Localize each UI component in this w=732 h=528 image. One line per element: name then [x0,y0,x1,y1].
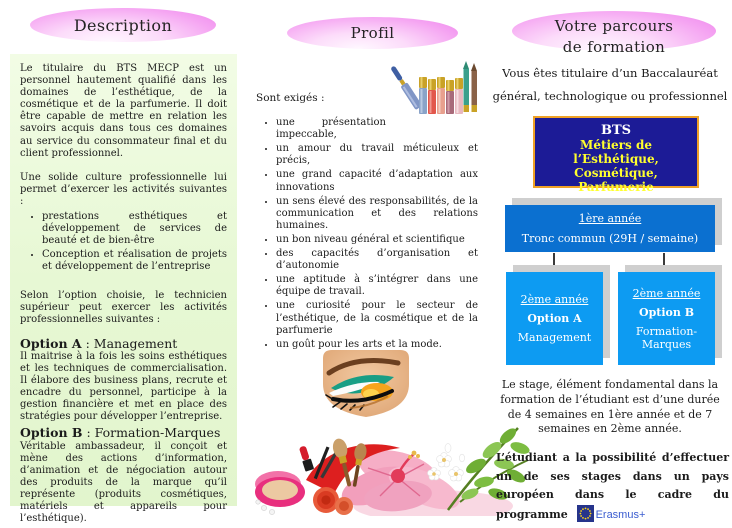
option-b-text: Véritable ambassadeur, il conçoit et mène des actions d’information, d’animation et de négociation autour des produits de la marque qu’il représente (produits cosmétiques, matériels et appareils pour l’esthétique). [20,440,227,525]
erasmus-logo-label: Erasmus+ [595,508,646,521]
year2b-title: 2ème année [632,286,701,300]
option-b-heading [20,427,227,439]
description-header-label: Description [73,15,173,35]
bts-line3: Cosmétique, Parfumerie [574,166,658,194]
profil-intro: Sont exigés : [256,92,325,104]
erasmus-text: L’étudiant a la possibilité d’effectuer un de ses stages dans un pays européen dans le cadre du programme [496,451,729,521]
list-item: • un goût pour les arts et la mode. [276,339,478,351]
flow-arrow-left [553,253,555,266]
list-item: • des capacités d’organisation et d’autonomie [276,248,478,272]
parcours-header [512,11,716,56]
year2a-title: 2ème année [520,293,589,306]
description-header [30,8,216,42]
option-a-title: : Management [81,335,178,351]
year2b-option: Option B [639,305,694,319]
panel-description [0,0,244,525]
list-item: • prestations esthétiques et développement de services de beauté et de bien-être [42,211,227,247]
flow-box-option-b [618,272,715,365]
bts-line2: Métiers de l’Esthétique, [573,138,659,166]
list-item: • un bon niveau général et scientifique [276,234,478,246]
erasmus-paragraph [496,449,729,524]
list-item: • un amour du travail méticuleux et précis, [276,143,478,167]
list-item: • une aptitude à s’intégrer dans une équipe de travail. [276,274,478,298]
option-a-label: Option A [20,335,82,351]
panel-parcours [488,0,732,521]
profil-content [256,58,478,353]
year2b-name: Formation-Marques [635,324,698,351]
option-b-label: Option B [20,425,83,441]
description-text-box [10,54,237,525]
activities-list [20,211,227,273]
flow-box-year1 [505,205,715,252]
year1-title: 1ère année [578,212,642,225]
option-a-text: Il maitrise à la fois les soins esthétiques et les techniques de commercialisation. Il élabore des business plans, recrute et encadre du personnel, participe à la gestion financière et met en place des stratégies pour développer l’entreprise. [20,350,227,423]
year2a-option: Option A [527,312,582,325]
profil-header-label: Profil [350,24,395,42]
bts-title-box [533,116,699,194]
list-item: • Conception et réalisation de projets et développement de l’entreprise [42,249,227,273]
year2a-name: Management [517,331,592,344]
panel-profil [244,0,488,516]
parcours-header-line1: Votre parcours [554,17,674,35]
profil-header [287,17,458,49]
option-a-heading [20,335,227,351]
parcours-header-line2: de formation [562,38,666,56]
flow-arrow-right [663,253,665,266]
option-b-title: : Formation-Marques [82,425,221,441]
eu-flag-icon [577,505,594,522]
description-paragraph-1: Le titulaire du BTS MECP est un personnel hautement qualifié dans les domaines de l’esthétique, de la cosmétique et de la parfumerie. Il doit être capable de mettre en relation les savoirs acquis dans tous ces domaines au service du consommateur final et du client professionnel. [20,63,227,159]
bac-intro-line2: général, technologique ou professionnel [492,89,728,103]
list-item: • une grand capacité d’adaptation aux innovations [276,169,478,193]
list-item: • une présentation impeccable, [276,117,478,141]
year1-subtitle: Tronc commun (29H / semaine) [521,232,699,245]
makeup-products-image [390,60,478,120]
bac-intro-line1: Vous êtes titulaire d’un Baccalauréat [502,66,718,80]
description-paragraph-2: Une solide culture professionnelle lui permet d’exercer les activités suivantes : [20,171,227,207]
flow-box-option-a [506,272,603,365]
list-item: • un sens élevé des responsabilités, de la communication et des relations humaines. [276,196,478,232]
stage-paragraph: Le stage, élément fondamental dans la formation de l’étudiant est d’une durée de 4 semaines en 1ère année et de 7 semaines en 2ème année. [500,378,720,436]
bts-title: BTS [600,123,632,138]
list-item: • une curiosité pour le secteur de l’esthétique, de la cosmétique et de la parfumerie [276,300,478,336]
profil-requirements-list [256,117,478,351]
description-paragraph-3: Selon l’option choisie, le technicien supérieur peut exercer les activités professionnelles suivantes : [20,289,227,325]
eye-makeup-image [320,348,412,418]
